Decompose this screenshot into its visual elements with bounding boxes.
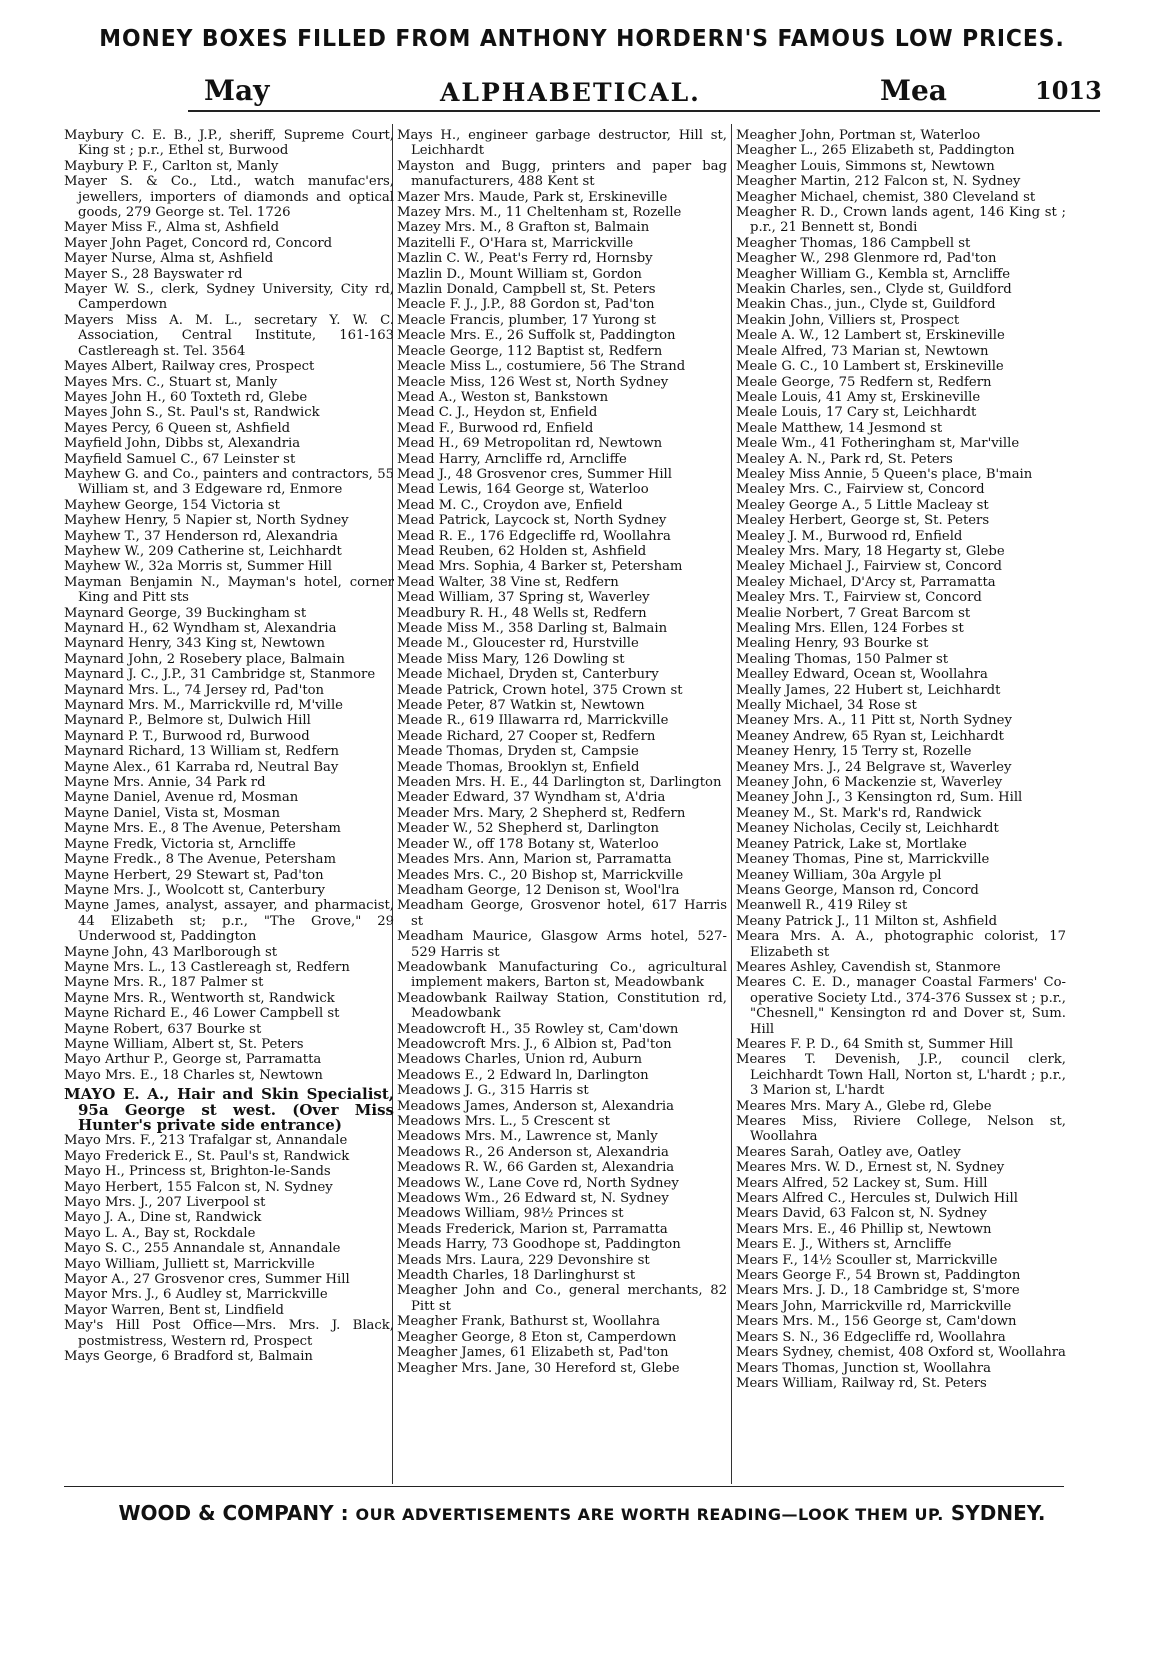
directory-column-3 [736,128,1066,1391]
directory-entry: Mayhew T., 37 Henderson rd, Alexandria [64,528,339,544]
directory-entry: Mealie Norbert, 7 Great Barcom st [736,605,971,621]
directory-entry: Mayor A., 27 Grosvenor cres, Summer Hill [64,1272,350,1288]
directory-entry: Mead A., Weston st, Bankstown [397,389,609,405]
directory-entry: Mayer S. & Co., Ltd., watch manufac'ers, jewellers, importers of diamonds and optical goods, 279 George st. Tel. 1726 [64,174,394,221]
directory-entry: Maynard P., Belmore st, Dulwich Hill [64,713,311,729]
directory-entry: Mayer W. S., clerk, Sydney University, City rd, Camperdown [64,282,394,313]
directory-entry: Meadows Mrs. M., Lawrence st, Manly [397,1129,658,1145]
directory-entry: Mayne Fredk., 8 The Avenue, Petersham [64,852,336,868]
directory-entry: Meadows E., 2 Edward ln, Darlington [397,1067,649,1083]
directory-entry: Meadows Mrs. L., 5 Crescent st [397,1114,610,1129]
directory-entry: Mayston and Bugg, printers and paper bag manufacturers, 488 Kent st [397,158,727,190]
directory-entry: Meacle F. J., J.P., 88 Gordon st, Pad'ton [397,297,655,313]
directory-entry: Mayfield John, Dibbs st, Alexandria [64,436,301,452]
top-advert-banner: MONEY BOXES FILLED FROM ANTHONY HORDERN'S FAMOUS LOW PRICES. [99,26,1065,52]
directory-entry: Mayne Daniel, Avenue rd, Mosman [64,790,299,806]
directory-entry: Mayne Herbert, 29 Stewart st, Pad'ton [64,867,324,883]
directory-entry: Meadows Wm., 26 Edward st, N. Sydney [397,1191,669,1207]
directory-entry: Mears John, Marrickville rd, Marrickville [736,1298,1012,1314]
directory-entry: Mayhew W., 32a Morris st, Summer Hill [64,559,332,575]
directory-entry: Meadows W., Lane Cove rd, North Sydney [397,1175,679,1191]
directory-entry: Mayne Mrs. J., Woolcott st, Canterbury [64,882,325,898]
directory-entry: Mayne Mrs. R., 187 Palmer st [64,975,264,991]
directory-entry: Meade Miss Mary, 126 Dowling st [397,651,625,667]
directory-entry: Mayo William, Julliett st, Marrickville [64,1256,315,1272]
directory-entry: Mays H., engineer garbage destructor, Hill st, Leichhardt [397,128,727,159]
directory-entry: Mazlin Donald, Campbell st, St. Peters [397,282,656,298]
directory-entry: Mealey George A., 5 Little Macleay st [736,497,989,513]
directory-entry: Mealey Mrs. Mary, 18 Hegarty st, Glebe [736,543,1005,559]
directory-entry: Meadham George, 12 Denison st, Wool'lra [397,882,680,898]
directory-entry: Mears Thomas, Junction st, Woollahra [736,1360,991,1376]
directory-entry: Mead F., Burwood rd, Enfield [397,420,594,436]
directory-entry: Mead William, 37 Spring st, Waverley [397,590,650,606]
directory-entry: Mayes John H., 60 Toxteth rd, Glebe [64,389,308,405]
directory-entry: Mears S. N., 36 Edgecliffe rd, Woollahra [736,1329,1006,1345]
directory-entry: Meale Wm., 41 Fotheringham st, Mar'ville [736,436,1020,452]
directory-entry: Mead C. J., Heydon st, Enfield [397,405,598,421]
directory-entry: Mead M. C., Croydon ave, Enfield [397,497,623,513]
directory-entry: Mayo Mrs. E., 18 Charles st, Newtown [64,1067,323,1083]
directory-entry: Mears E. J., Withers st, Arncliffe [736,1237,952,1253]
directory-entry: Maynard Henry, 343 King st, Newtown [64,636,325,652]
directory-entry: Meares T. Devenish, J.P., council clerk, Leichhardt Town Hall, Norton st, L'hardt ; p.r., 3 Marion st, L'hardt [736,1052,1066,1099]
directory-entry: Meade Richard, 27 Cooper st, Redfern [397,728,656,744]
directory-entry: Mayfield Samuel C., 67 Leinster st [64,451,296,467]
directory-entry: Meagher Louis, Simmons st, Newtown [736,158,995,174]
directory-entry: Meades Mrs. Ann, Marion st, Parramatta [397,852,672,868]
directory-entry: Mears George F., 54 Brown st, Paddington [736,1268,1021,1284]
directory-entry: Mayers Miss A. M. L., secretary Y. W. C. Association, Central Institute, 161-163 Castlereagh st. Tel. 3564 [64,312,394,359]
directory-entry: Meale Louis, 17 Cary st, Leichhardt [736,405,977,421]
directory-entry: Mayo Mrs. F., 213 Trafalgar st, Annandale [64,1133,348,1149]
directory-entry: Mayo Frederick E., St. Paul's st, Randwick [64,1148,350,1164]
directory-entry: Meares Sarah, Oatley ave, Oatley [736,1144,961,1160]
directory-entry: Mears F., 14½ Scouller st, Marrickville [736,1252,998,1268]
directory-entry: Mead Lewis, 164 George st, Waterloo [397,482,649,498]
directory-entry: Mealing Thomas, 150 Palmer st [736,651,949,667]
directory-entry: Mead Patrick, Laycock st, North Sydney [397,513,667,529]
directory-entry: Mealing Mrs. Ellen, 124 Forbes st [736,621,964,636]
directory-entry: Meakin Charles, sen., Clyde st, Guildford [736,282,1012,298]
directory-entry: Meadth Charles, 18 Darlinghurst st [397,1268,636,1284]
directory-entry: Mealey Michael J., Fairview st, Concord [736,559,1002,575]
directory-entry: Maynard Mrs. M., Marrickville rd, M'ville [64,698,343,714]
directory-entry: Meade Patrick, Crown hotel, 375 Crown st [397,682,683,698]
directory-entry: Maynard Richard, 13 William st, Redfern [64,744,339,760]
directory-entry: Mayes Percy, 6 Queen st, Ashfield [64,420,291,436]
directory-entry: Meaney Mrs. A., 11 Pitt st, North Sydney [736,713,1012,729]
directory-entry: Meacle George, 112 Baptist st, Redfern [397,343,663,359]
directory-entry: Mealing Henry, 93 Bourke st [736,636,929,652]
directory-entry: Meadows J. G., 315 Harris st [397,1083,589,1099]
directory-entry: Meagher Thomas, 186 Campbell st [736,235,971,251]
directory-entry: Mealey Miss Annie, 5 Queen's place, B'main [736,466,1033,482]
bottom-advert-banner [0,1501,1164,1525]
directory-entry: Meagher John and Co., general merchants, 82 Pitt st [397,1283,727,1314]
directory-entry: Mealey Herbert, George st, St. Peters [736,513,990,529]
directory-entry: Mears Alfred C., Hercules st, Dulwich Hill [736,1191,1018,1207]
directory-entry: Meagher Martin, 212 Falcon st, N. Sydney [736,174,1021,190]
directory-entry: Mealey Mrs. C., Fairview st, Concord [736,482,985,498]
directory-entry: Meanwell R., 419 Riley st [736,898,908,914]
advert-company: WOOD & COMPANY : [118,1501,349,1525]
directory-entry: Mayne Mrs. L., 13 Castlereagh st, Redfern [64,959,350,975]
directory-entry: May's Hill Post Office—Mrs. Mrs. J. Black, postmistress, Western rd, Prospect [64,1318,394,1349]
directory-entry: Meakin Chas., jun., Clyde st, Guildford [736,297,996,313]
directory-entry: Meacle Mrs. E., 26 Suffolk st, Paddington [397,328,676,344]
directory-entry: Meads Frederick, Marion st, Parramatta [397,1221,668,1237]
directory-entry: Meale George, 75 Redfern st, Redfern [736,374,992,390]
directory-entry: Maynard John, 2 Rosebery place, Balmain [64,651,345,667]
directory-entry: Meacle Miss, 126 West st, North Sydney [397,374,669,390]
directory-entry: Meagher George, 8 Eton st, Camperdown [397,1329,677,1345]
directory-entry: Mayne Daniel, Vista st, Mosman [64,805,281,821]
directory-entry: Meadows Charles, Union rd, Auburn [397,1052,643,1068]
directory-entry: Mayhew George, 154 Victoria st [64,497,280,513]
directory-entry: Meagher L., 265 Elizabeth st, Paddington [736,143,1015,159]
directory-entry: Maynard H., 62 Wyndham st, Alexandria [64,621,337,636]
directory-entry: Meacle Francis, plumber, 17 Yurong st [397,312,656,328]
directory-entry: Meader W., off 178 Botany st, Waterloo [397,836,659,852]
directory-entry: Meadham Maurice, Glasgow Arms hotel, 527-529 Harris st [397,929,727,960]
directory-entry: Meaney Henry, 15 Terry st, Rozelle [736,744,972,760]
directory-column-1 [64,128,394,1365]
directory-entry: Mealey Michael, D'Arcy st, Parramatta [736,574,996,590]
directory-entry: Mayer Miss F., Alma st, Ashfield [64,220,280,236]
directory-entry: Mayne William, Albert st, St. Peters [64,1036,304,1052]
directory-entry: Mealley Edward, Ocean st, Woollahra [736,667,988,683]
directory-entry: Mealey Mrs. T., Fairview st, Concord [736,590,982,606]
directory-entry: Meally Michael, 34 Rose st [736,698,917,714]
directory-entry: Mead Mrs. Sophia, 4 Barker st, Petersham [397,559,683,575]
directory-entry: Mazlin D., Mount William st, Gordon [397,266,642,282]
directory-entry: Meally James, 22 Hubert st, Leichhardt [736,682,1001,698]
directory-entry: Meadows R. W., 66 Garden st, Alexandria [397,1160,675,1176]
directory-entry: Mayne Mrs. Annie, 34 Park rd [64,775,266,791]
directory-entry: Meadowbank Railway Station, Constitution rd, Meadowbank [397,990,727,1022]
directory-entry: Meale Matthew, 14 Jesmond st [736,420,943,436]
directory-entry: Meacle Miss L., costumiere, 56 The Strand [397,359,686,375]
directory-entry: Mazitelli F., O'Hara st, Marrickville [397,235,634,251]
directory-entry: Meale A. W., 12 Lambert st, Erskineville [736,328,1005,344]
directory-entry: Mayor Mrs. J., 6 Audley st, Marrickville [64,1287,328,1303]
column-divider [731,124,732,1484]
directory-entry: Meadows R., 26 Anderson st, Alexandria [397,1144,669,1160]
directory-entry: Mayhew Henry, 5 Napier st, North Sydney [64,513,349,529]
directory-entry: Mead Harry, Arncliffe rd, Arncliffe [397,451,627,467]
directory-entry: Mayes John S., St. Paul's st, Randwick [64,405,320,421]
directory-entry: Mazey Mrs. M., 8 Grafton st, Balmain [397,220,650,236]
directory-entry: Mayne Robert, 637 Bourke st [64,1021,262,1037]
directory-entry: Mead Walter, 38 Vine st, Redfern [397,574,619,590]
directory-entry: Maynard Mrs. L., 74 Jersey rd, Pad'ton [64,682,325,698]
directory-entry: Means George, Manson rd, Concord [736,882,979,898]
page-number: 1013 [1035,76,1102,105]
footer-rule [64,1486,1064,1487]
header-section-title: ALPHABETICAL. [440,78,701,107]
directory-entry: Meaney John, 6 Mackenzie st, Waverley [736,775,1003,791]
directory-entry: Mayes Mrs. C., Stuart st, Manly [64,374,278,390]
directory-entry: Meade Michael, Dryden st, Canterbury [397,667,659,683]
directory-entry: Mayo J. A., Dine st, Randwick [64,1210,262,1226]
directory-entry: Meadowbank Manufacturing Co., agricultural implement makers, Barton st, Meadowbank [397,959,727,991]
directory-entry: Meale Alfred, 73 Marian st, Newtown [736,343,989,359]
directory-entry: Meany Patrick J., 11 Milton st, Ashfield [736,913,998,929]
directory-entry: Meade R., 619 Illawarra rd, Marrickville [397,713,669,729]
directory-entry: Meads Harry, 73 Goodhope st, Paddington [397,1237,681,1253]
directory-column-2 [397,128,727,1376]
directory-entry: Meades Mrs. C., 20 Bishop st, Marrickville [397,867,684,883]
directory-entry: Meares F. P. D., 64 Smith st, Summer Hill [736,1036,1014,1052]
directory-entry: Meagher Mrs. Jane, 30 Hereford st, Glebe [397,1360,680,1376]
directory-entry: Meade Thomas, Brooklyn st, Enfield [397,759,640,775]
directory-entry: Meale G. C., 10 Lambert st, Erskineville [736,359,1004,375]
directory-entry: Meares Miss, Riviere College, Nelson st, Woollahra [736,1114,1066,1145]
directory-entry: Mayne Fredk, Victoria st, Arncliffe [64,836,296,852]
directory-entry: Meads Mrs. Laura, 229 Devonshire st [397,1252,650,1268]
directory-entry: Meagher John, Portman st, Waterloo [736,128,981,143]
directory-entry: Meagher William G., Kembla st, Arncliffe [736,266,1011,282]
directory-entry: Mazer Mrs. Maude, Park st, Erskineville [397,189,668,205]
directory-entry: Meadbury R. H., 48 Wells st, Redfern [397,605,647,621]
directory-entry: Mayman Benjamin N., Mayman's hotel, corner King and Pitt sts [64,574,394,606]
directory-entry: Meader Edward, 37 Wyndham st, A'dria [397,790,666,806]
directory-entry: Meagher W., 298 Glenmore rd, Pad'ton [736,251,997,267]
directory-entry: Meaney Thomas, Pine st, Marrickville [736,852,990,868]
directory-entry: Meares Ashley, Cavendish st, Stanmore [736,959,1001,975]
directory-entry: Meadowcroft Mrs. J., 6 Albion st, Pad'ton [397,1036,672,1052]
directory-entry: Mead J., 48 Grosvenor cres, Summer Hill [397,466,672,482]
directory-entry: Mayo H., Princess st, Brighton-le-Sands [64,1164,331,1180]
directory-entry: MAYO E. A., Hair and Skin Specialist, 95a George st west. (Over Miss Hunter's private side entrance) [64,1085,394,1134]
directory-entry: Meade Miss M., 358 Darling st, Balmain [397,621,668,636]
header-first-word: May [204,74,270,107]
directory-entry: Mead H., 69 Metropolitan rd, Newtown [397,436,663,452]
directory-entry: Mayne Mrs. E., 8 The Avenue, Petersham [64,821,341,837]
directory-entry: Maynard J. C., J.P., 31 Cambridge st, Stanmore [64,667,376,683]
directory-entry: Maybury C. E. B., J.P., sheriff, Supreme Court, King st ; p.r., Ethel st, Burwood [64,128,394,159]
directory-entry: Mayer Nurse, Alma st, Ashfield [64,251,274,267]
directory-entry: Mayo Arthur P., George st, Parramatta [64,1052,322,1068]
advert-city: SYDNEY. [950,1501,1046,1525]
directory-entry: Maybury P. F., Carlton st, Manly [64,158,279,174]
directory-entry: Meaney Andrew, 65 Ryan st, Leichhardt [736,728,1004,744]
directory-entry: Mealey J. M., Burwood rd, Enfield [736,528,963,544]
directory-entry: Meadows William, 98½ Princes st [397,1206,624,1222]
directory-entry: Mayo L. A., Bay st, Rockdale [64,1225,256,1241]
directory-entry: Mazey Mrs. M., 11 Cheltenham st, Rozelle [397,205,682,221]
directory-entry: Meader W., 52 Shepherd st, Darlington [397,821,660,837]
directory-entry: Meaney Patrick, Lake st, Mortlake [736,836,967,852]
directory-entry: Mayhew G. and Co., painters and contractors, 55 William st, and 3 Edgeware rd, Enmore [64,466,394,498]
directory-entry: Mears Alfred, 52 Lackey st, Sum. Hill [736,1175,988,1191]
directory-entry: Meagher Michael, chemist, 380 Cleveland st [736,189,1036,205]
directory-entry: Meara Mrs. A. A., photographic colorist, 17 Elizabeth st [736,929,1066,960]
directory-entry: Meagher R. D., Crown lands agent, 146 King st ; p.r., 21 Bennett st, Bondi [736,205,1066,236]
directory-entry: Meaney M., St. Mark's rd, Randwick [736,805,982,821]
directory-entry: Maynard George, 39 Buckingham st [64,605,307,621]
directory-entry: Mead R. E., 176 Edgecliffe rd, Woollahra [397,528,671,544]
directory-entry: Mayor Warren, Bent st, Lindfield [64,1302,284,1318]
directory-entry: Meaney Mrs. J., 24 Belgrave st, Waverley [736,759,1012,775]
directory-entry: Meadowcroft H., 35 Rowley st, Cam'down [397,1021,679,1037]
directory-entry: Mayne John, 43 Marlborough st [64,944,278,960]
directory-entry: Meares C. E. D., manager Coastal Farmers' Co-operative Society Ltd., 374-376 Sussex st ; p.r., "Chesnell," Kensington rd and Dover st, Sum. Hill [736,975,1066,1037]
directory-entry: Mears David, 63 Falcon st, N. Sydney [736,1206,987,1222]
directory-entry: Meaney William, 30a Argyle pl [736,867,942,883]
directory-entry: Mayne Alex., 61 Karraba rd, Neutral Bay [64,759,339,775]
directory-entry: Mayo S. C., 255 Annandale st, Annandale [64,1241,341,1257]
directory-entry: Mayes Albert, Railway cres, Prospect [64,359,315,375]
directory-entry: Mayhew W., 209 Catherine st, Leichhardt [64,543,342,559]
directory-entry: Mayer John Paget, Concord rd, Concord [64,235,333,251]
directory-entry: Mayne James, analyst, assayer, and pharmacist, 44 Elizabeth st; p.r., "The Grove," 29 Underwood st, Paddington [64,898,394,945]
directory-entry: Mears Mrs. E., 46 Phillip st, Newtown [736,1221,992,1237]
directory-entry: Meade Thomas, Dryden st, Campsie [397,744,639,760]
header-rule [188,110,1100,112]
advert-slogan: OUR ADVERTISEMENTS ARE WORTH READING—LOOK THEM UP. [355,1505,944,1524]
directory-entry: Meaden Mrs. H. E., 44 Darlington st, Darlington [397,775,722,791]
directory-entry: Meaney Nicholas, Cecily st, Leichhardt [736,821,999,837]
directory-entry: Mayo Herbert, 155 Falcon st, N. Sydney [64,1179,333,1195]
directory-entry: Meale Louis, 41 Amy st, Erskineville [736,389,981,405]
directory-entry: Meagher James, 61 Elizabeth st, Pad'ton [397,1345,669,1361]
directory-entry: Mayer S., 28 Bayswater rd [64,266,243,282]
running-header [190,70,1102,110]
directory-entry: Meakin John, Villiers st, Prospect [736,312,960,328]
directory-entry: Mazlin C. W., Peat's Ferry rd, Hornsby [397,251,653,267]
directory-entry: Meares Mrs. Mary A., Glebe rd, Glebe [736,1098,992,1114]
header-last-word: Mea [880,74,947,107]
directory-entry: Meaney John J., 3 Kensington rd, Sum. Hill [736,790,1023,806]
directory-entry: Meadows James, Anderson st, Alexandria [397,1098,674,1114]
directory-entry: Maynard P. T., Burwood rd, Burwood [64,728,310,744]
directory-entry: Mayne Richard E., 46 Lower Campbell st [64,1006,340,1022]
directory-entry: Mays George, 6 Bradford st, Balmain [64,1349,313,1365]
directory-entry: Meader Mrs. Mary, 2 Shepherd st, Redfern [397,805,686,821]
directory-entry: Meade M., Gloucester rd, Hurstville [397,636,639,652]
directory-entry: Mayne Mrs. R., Wentworth st, Randwick [64,990,335,1006]
directory-entry: Mears William, Railway rd, St. Peters [736,1375,987,1391]
directory-entry: Meadham George, Grosvenor hotel, 617 Harris st [397,898,727,929]
directory-entry: Meares Mrs. W. D., Ernest st, N. Sydney [736,1160,1005,1176]
directory-entry: Meade Peter, 87 Watkin st, Newtown [397,698,645,714]
directory-entry: Mears Mrs. J. D., 18 Cambridge st, S'more [736,1283,1020,1299]
directory-entry: Mead Reuben, 62 Holden st, Ashfield [397,543,647,559]
directory-entry: Meagher Frank, Bathurst st, Woollahra [397,1314,660,1330]
directory-entry: Mears Sydney, chemist, 408 Oxford st, Woollahra [736,1345,1066,1361]
directory-entry: Mealey A. N., Park rd, St. Peters [736,451,953,467]
directory-entry: Mears Mrs. M., 156 George st, Cam'down [736,1314,1017,1330]
directory-entry: Mayo Mrs. J., 207 Liverpool st [64,1195,266,1211]
